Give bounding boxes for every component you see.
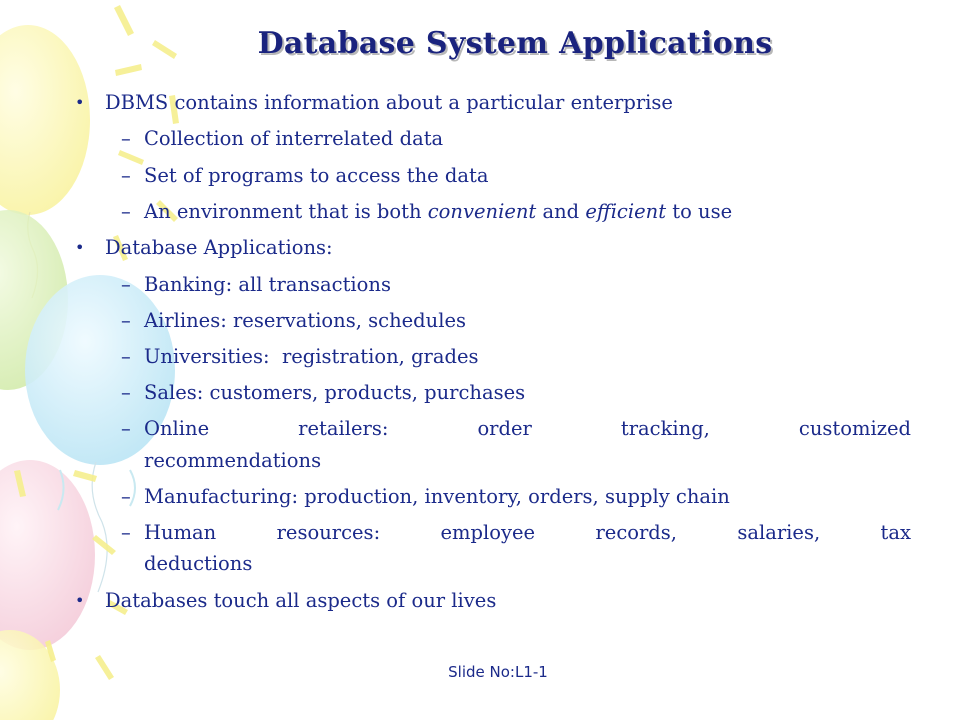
sub-item-text: Manufacturing: production, inventory, orders, supply chain	[144, 485, 730, 508]
word: records,	[595, 521, 677, 544]
sub-item-continuation: deductions	[144, 552, 253, 575]
sub-item-text: Set of programs to access the data	[144, 164, 489, 187]
word: retailers:	[298, 417, 389, 440]
sub-item-text: Banking: all transactions	[144, 273, 391, 296]
emphasis-convenient: convenient	[427, 200, 537, 223]
sub-item-text: Sales: customers, products, purchases	[144, 381, 526, 404]
bullet-marker: •	[75, 93, 85, 112]
sub-marker: –	[121, 200, 131, 223]
text-segment: and	[536, 200, 586, 223]
emphasis-efficient: efficient	[585, 200, 667, 223]
word: customized	[798, 417, 911, 440]
word: resources:	[276, 521, 381, 544]
word: order	[477, 417, 532, 440]
sub-marker: –	[121, 417, 131, 440]
text-segment: to use	[666, 200, 733, 223]
word: Human	[144, 521, 217, 544]
sub-marker: –	[121, 521, 131, 544]
sub-marker: –	[121, 164, 131, 187]
sub-item-text: Airlines: reservations, schedules	[144, 309, 466, 332]
word: Online	[144, 417, 210, 440]
bullet-marker: •	[75, 591, 85, 610]
word: tax	[880, 521, 911, 544]
sub-marker: –	[121, 273, 131, 296]
slide-footer	[0, 663, 960, 681]
slide-number: Slide No:L1-1	[448, 663, 548, 681]
bullet-text: Database Applications:	[105, 236, 333, 259]
sub-item-text	[144, 419, 911, 439]
word: employee	[440, 521, 536, 544]
slide-title: Database System Applications	[257, 26, 773, 61]
text-segment: An environment that is both	[144, 200, 428, 223]
sub-item-text: Collection of interrelated data	[144, 127, 444, 150]
word: salaries,	[737, 521, 821, 544]
sub-marker: –	[121, 485, 131, 508]
sub-marker: –	[121, 345, 131, 368]
balloon-pink	[0, 460, 95, 650]
bullet-text: DBMS contains information about a particular enterprise	[105, 91, 673, 114]
sub-item-text	[144, 202, 732, 222]
sub-marker: –	[121, 127, 131, 150]
bullet-text: Databases touch all aspects of our lives	[105, 589, 497, 612]
bullet-marker: •	[75, 238, 85, 257]
word: tracking,	[620, 417, 710, 440]
sub-item-text: Universities: registration, grades	[144, 345, 479, 368]
sub-item-text	[144, 523, 911, 543]
sub-marker: –	[121, 381, 131, 404]
sub-marker: –	[121, 309, 131, 332]
sub-item-continuation: recommendations	[144, 449, 322, 472]
